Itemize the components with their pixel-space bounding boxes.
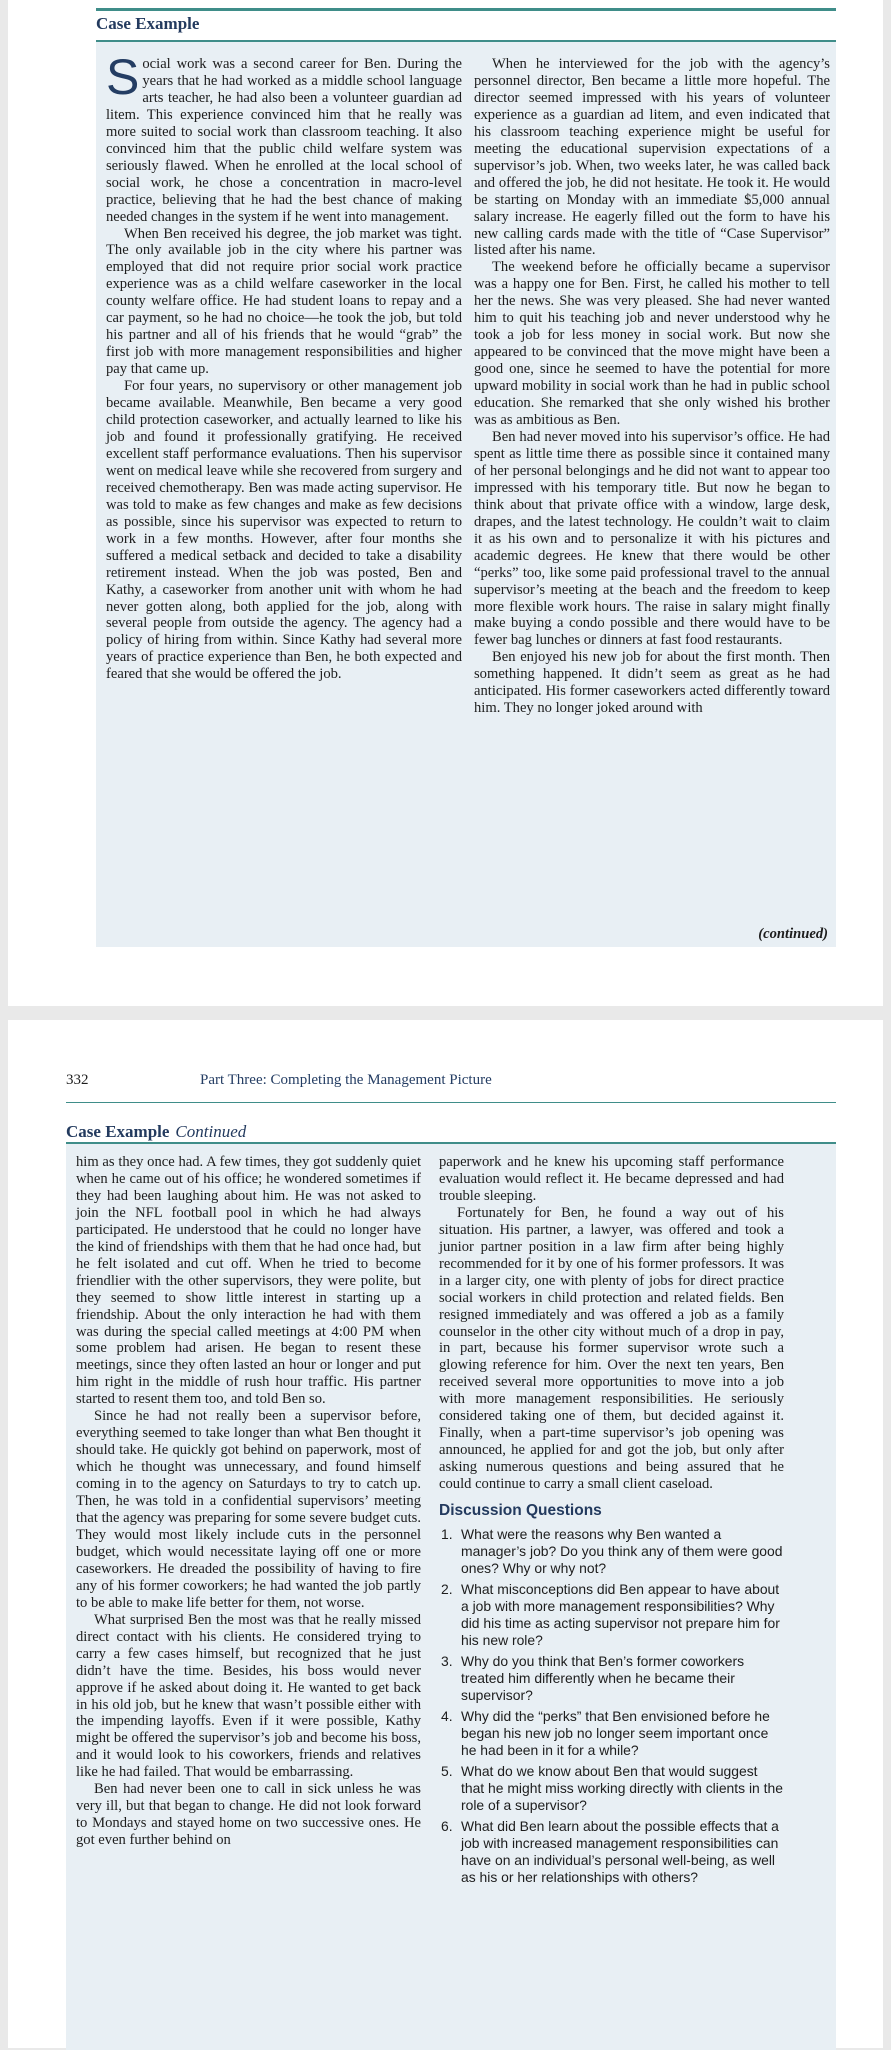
case-example-box xyxy=(66,1142,836,2050)
case-example-heading: Case Example Continued xyxy=(66,1122,247,1141)
page-1 xyxy=(8,0,883,1006)
running-head: Part Three: Completing the Management Picture xyxy=(200,1072,492,1088)
left-column xyxy=(106,49,462,683)
drop-cap: S xyxy=(106,49,140,105)
paragraph: Fortunately for Ben, he found a way out of his situation. His partner, a lawyer, was offered and took a junior partner position in a law firm after being highly recommended for it by one of his former professors. It was in a larger city, one with plenty of jobs for direct practice social workers in child protection and related fields. Ben resigned immediately and was offered a job as a family counselor in the other city without much of a drop in pay, in part, because his former supervisor wrote such a glowing reference for him. Over the next ten years, Ben received several more opportunities to move into a job with more management responsibilities. He seriously considered taking one of them, but decided against it. Finally, when a part-time supervisor’s job opening was announced, he applied for and got the job, but only after asking numerous questions and being assured that he could continue to carry a small client caseload. xyxy=(439,1204,784,1493)
paragraph: paperwork and he knew his upcoming staff performance evaluation would reflect it. He became depressed and had trouble sleeping. xyxy=(439,1154,784,1204)
paragraph: The weekend before he officially became a supervisor was a happy one for Ben. First, he called his mother to tell her the news. She was very pleased. She had never wanted him to quit his teaching job and never understood why he took a job for less money in social work. But now she appeared to be convinced that the move might have been a good one, since he seemed to have the potential for more upward mobility in social work than he had in public school education. She remarked that she only wished his brother was as ambitious as Ben. xyxy=(474,259,830,429)
paragraph: Social work was a second career for Ben. During the years that he had worked as a middle school language arts teacher, he had also been a volunteer guardian ad litem. This experience convinced him that he really was more suited to social work than classroom teaching. It also convinced him that the public child welfare system was seriously flawed. When he enrolled at the local school of social work, he chose a concentration in macro-level practice, believing that he had the best chance of making needed changes in the system if he went into management. xyxy=(106,49,462,225)
paragraph: him as they once had. A few times, they got suddenly quiet when he came out of his office; he wondered sometimes if they had been laughing about him. He was not asked to join the NFL football pool in which he had always participated. He understood that he could no longer have the kind of friendships with them that he had once had, but he felt isolated and cut off. When he tried to become friendlier with the other supervisors, they were polite, but they seemed to show little interest in starting up a friendship. About the only interaction he had with them was during the special called meetings at 4:00 PM when some problem had arisen. He began to resent these meetings, since they often lasted an hour or longer and put him right in the middle of rush hour traffic. His partner started to resent them too, and told Ben so. xyxy=(76,1154,421,1408)
list-item: 3. Why do you think that Ben’s former coworkers treated him differently when he became their supervisor? xyxy=(441,1653,745,1704)
page-number: 332 xyxy=(66,1072,89,1088)
paragraph: Ben had never been one to call in sick unless he was very ill, but that began to change. He did not look forward to Mondays and stayed home on two successive ones. He got even further behind on xyxy=(76,1781,421,1849)
paragraph: Ben had never moved into his supervisor’s office. He had spent as little time there as possible since it contained many of her personal belongings and he did not want to appear too impressed with his temporary title. But now he began to think about that private office with a window, large desk, drapes, and the latest technology. He couldn’t wait to claim it as his own and to personalize it with his pictures and academic degrees. He knew that there would be other “perks” too, like some paid professional travel to the annual supervisor’s meeting at the beach and the freedom to keep more flexible work hours. The raise in salary might finally make buying a condo possible and there would have to be fewer bag lunches or dinners at fast food restaurants. xyxy=(474,428,830,649)
paragraph: For four years, no supervisory or other management job became available. Meanwhile, Ben became a very good child protection caseworker, and actually learned to like his job and found it professionally gratifying. He received excellent staff performance evaluations. Then his supervisor went on medical leave while she recovered from surgery and received chemotherapy. Ben was made acting supervisor. He was told to make as few changes and make as few decisions as possible, since his supervisor was expected to return to work in a few months. However, after four months she suffered a medical setback and decided to take a disability retirement instead. When the job was posted, Ben and Kathy, a caseworker from another unit with whom he had never gotten along, both applied for the job, along with several people from outside the agency. The agency had a policy of hiring from within. Since Kathy had several more years of practice experience than Ben, he both expected and feared that she would be offered the job. xyxy=(106,378,462,683)
list-item: 4. Why did the “perks” that Ben envisioned before he began his new job no longer seem important once he had been in it for a while? xyxy=(441,1708,770,1759)
right-column xyxy=(439,1154,784,1890)
continued-suffix: Continued xyxy=(175,1122,247,1141)
list-item: 2. What misconceptions did Ben appear to have about a job with more management responsibilities? Why did his time as acting supervisor not prepare him for his new role? xyxy=(441,1581,780,1649)
discussion-questions-heading: Discussion Questions xyxy=(439,1502,602,1520)
case-example-box xyxy=(96,40,836,947)
list-item: 6. What did Ben learn about the possible effects that a job with increased management responsibilities can have on an individual’s personal well-being, as well as his or her relationships with others? xyxy=(441,1818,779,1886)
right-column xyxy=(474,56,830,717)
paragraph: What surprised Ben the most was that he really missed direct contact with his clients. He considered trying to carry a few cases himself, but recognized that he just didn’t have the time. Besides, his boss would never approve if he asked about doing it. He wanted to get back in his old job, but he knew that wasn’t possible either with the impending layoffs. Even if it were possible, Kathy might be offered the supervisor’s job and become his boss, and it would look to his coworkers, friends and relatives like he had failed. That would be embarrassing. xyxy=(76,1611,421,1781)
case-example-heading: Case Example xyxy=(96,14,200,33)
paragraph: When he interviewed for the job with the agency’s personnel director, Ben became a little more hopeful. The director seemed impressed with his years of volunteer experience as a guardian ad litem, and even indicated that his classroom teaching experience might be useful for meeting the educational supervision expectations of a supervisor’s job. When, two weeks later, he was called back and offered the job, he did not hesitate. He took it. He would be starting on Monday with an immediate $5,000 annual salary increase. He eagerly filled out the form to have his new calling cards made with the title of “Case Supervisor” listed after his name. xyxy=(474,56,830,259)
list-item: 1. What were the reasons why Ben wanted a manager’s job? Do you think any of them were good ones? Why or why not? xyxy=(441,1526,783,1577)
paragraph: Since he had not really been a supervisor before, everything seemed to take longer than what Ben thought it should take. He quickly got behind on paperwork, most of which he thought was unnecessary, and found himself coming in to the agency on Saturdays to try to catch up. Then, he was told in a confidential supervisors’ meeting that the agency was preparing for some severe budget cuts. They would most likely include cuts in the personnel budget, which would necessitate laying off one or more caseworkers. He dreaded the possibility of having to fire any of his former coworkers; he had wanted the job partly to be able to make life better for them, not worse. xyxy=(76,1408,421,1611)
paragraph: When Ben received his degree, the job market was tight. The only available job in the city where his partner was employed that did not require prior social work practice experience was as a child welfare caseworker in the local county welfare office. He had student loans to repay and a car payment, so he had no choice—he took the job, but told his partner and all of his friends that he would “grab” the first job with more management responsibilities and higher pay that came up. xyxy=(106,225,462,378)
left-column xyxy=(76,1154,421,1849)
paragraph: Ben enjoyed his new job for about the first month. Then something happened. It didn’t seem as great as he had anticipated. His former caseworkers acted differently toward him. They no longer joked around with xyxy=(474,649,830,717)
running-head-rule xyxy=(66,1102,836,1103)
continued-label: (continued) xyxy=(758,926,828,942)
discussion-questions-list xyxy=(439,1526,784,1886)
page-2 xyxy=(8,1020,883,2048)
header-rule xyxy=(96,8,836,11)
list-item: 5. What do we know about Ben that would suggest that he might miss working directly with clients in the role of a supervisor? xyxy=(441,1763,783,1814)
